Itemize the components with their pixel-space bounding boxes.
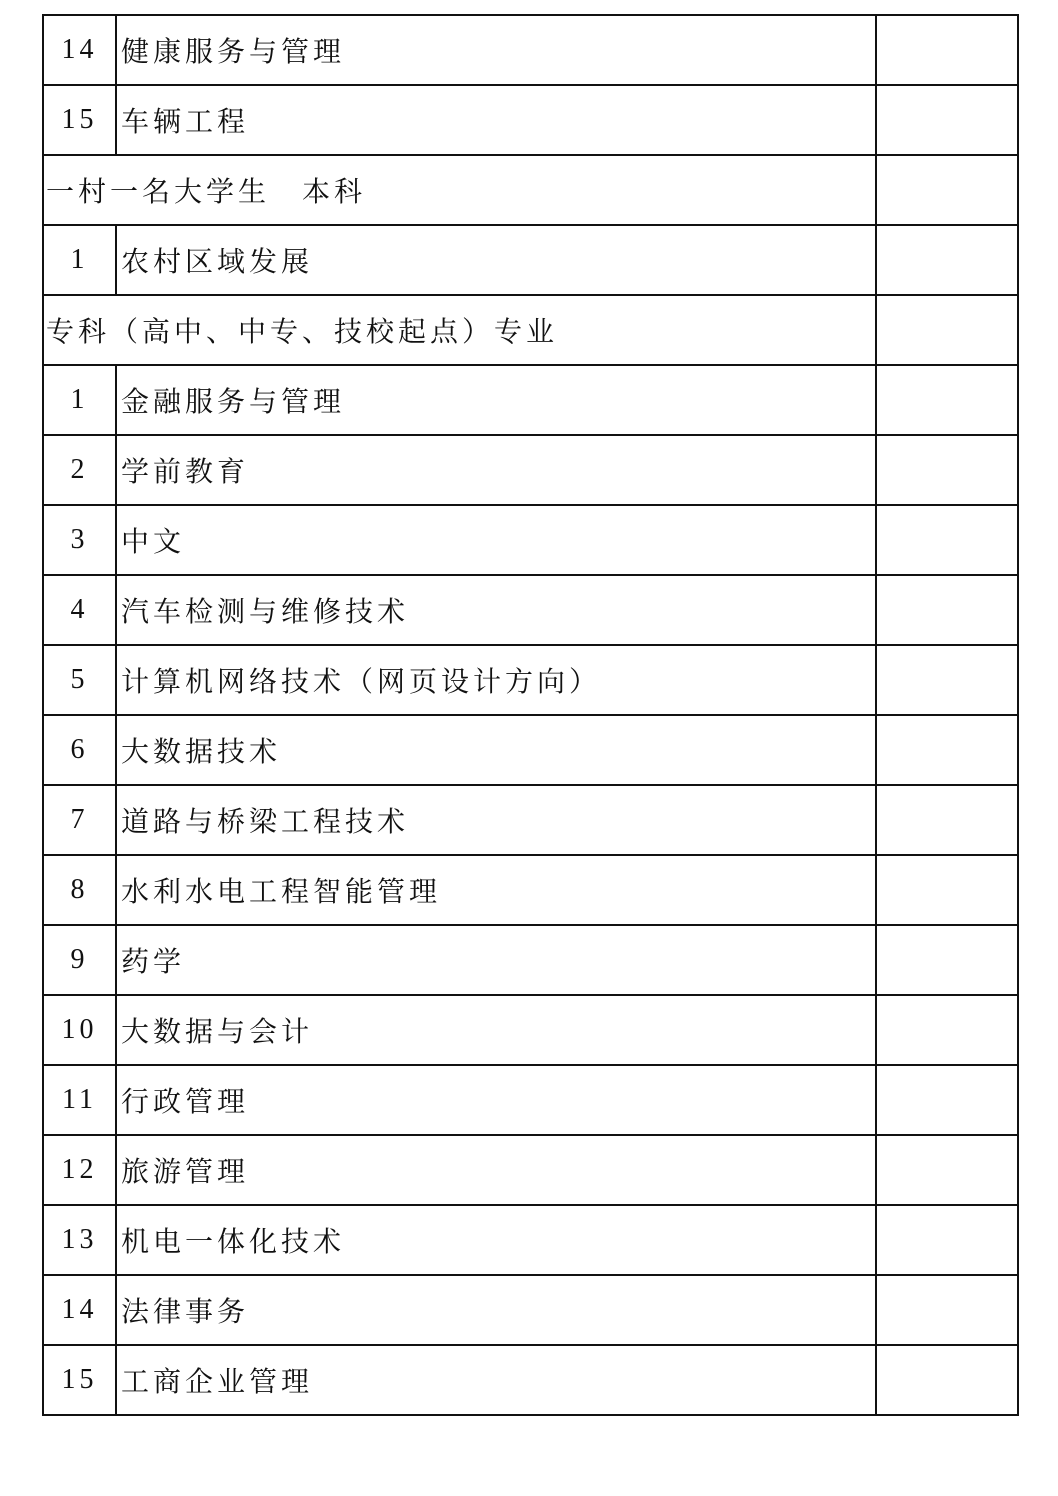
row-number: 10 xyxy=(43,995,116,1065)
major-name: 农村区域发展 xyxy=(116,225,876,295)
blank-cell xyxy=(876,15,1018,85)
row-number: 13 xyxy=(43,1205,116,1275)
major-name: 中文 xyxy=(116,505,876,575)
row-number: 3 xyxy=(43,505,116,575)
blank-cell xyxy=(876,295,1018,365)
table-row xyxy=(43,855,1018,925)
table-row xyxy=(43,15,1018,85)
row-number: 15 xyxy=(43,1345,116,1415)
table-row xyxy=(43,1135,1018,1205)
major-name: 道路与桥梁工程技术 xyxy=(116,785,876,855)
blank-cell xyxy=(876,995,1018,1065)
blank-cell xyxy=(876,1135,1018,1205)
row-number: 6 xyxy=(43,715,116,785)
row-number: 14 xyxy=(43,15,116,85)
major-name: 药学 xyxy=(116,925,876,995)
major-name: 大数据与会计 xyxy=(116,995,876,1065)
section-row xyxy=(43,295,1018,365)
table-row xyxy=(43,925,1018,995)
table-row xyxy=(43,995,1018,1065)
blank-cell xyxy=(876,435,1018,505)
table-row xyxy=(43,785,1018,855)
major-name: 法律事务 xyxy=(116,1275,876,1345)
blank-cell xyxy=(876,505,1018,575)
row-number: 4 xyxy=(43,575,116,645)
table-row xyxy=(43,645,1018,715)
major-name: 汽车检测与维修技术 xyxy=(116,575,876,645)
blank-cell xyxy=(876,575,1018,645)
row-number: 15 xyxy=(43,85,116,155)
blank-cell xyxy=(876,1275,1018,1345)
row-number: 12 xyxy=(43,1135,116,1205)
table-row xyxy=(43,225,1018,295)
major-name: 旅游管理 xyxy=(116,1135,876,1205)
table-row xyxy=(43,505,1018,575)
section-heading: 一村一名大学生 本科 xyxy=(43,155,876,225)
blank-cell xyxy=(876,1065,1018,1135)
blank-cell xyxy=(876,925,1018,995)
blank-cell xyxy=(876,225,1018,295)
table-row xyxy=(43,715,1018,785)
major-name: 计算机网络技术（网页设计方向） xyxy=(116,645,876,715)
major-table xyxy=(42,14,1019,1416)
row-number: 8 xyxy=(43,855,116,925)
row-number: 7 xyxy=(43,785,116,855)
table-row xyxy=(43,1345,1018,1415)
blank-cell xyxy=(876,365,1018,435)
table-row xyxy=(43,1275,1018,1345)
row-number: 11 xyxy=(43,1065,116,1135)
row-number: 14 xyxy=(43,1275,116,1345)
blank-cell xyxy=(876,1205,1018,1275)
blank-cell xyxy=(876,715,1018,785)
blank-cell xyxy=(876,1345,1018,1415)
major-name: 水利水电工程智能管理 xyxy=(116,855,876,925)
row-number: 1 xyxy=(43,225,116,295)
section-heading: 专科（高中、中专、技校起点）专业 xyxy=(43,295,876,365)
major-name: 金融服务与管理 xyxy=(116,365,876,435)
major-name: 健康服务与管理 xyxy=(116,15,876,85)
table-row xyxy=(43,575,1018,645)
table-row xyxy=(43,85,1018,155)
row-number: 1 xyxy=(43,365,116,435)
table-row xyxy=(43,435,1018,505)
row-number: 2 xyxy=(43,435,116,505)
table-row xyxy=(43,365,1018,435)
major-name: 车辆工程 xyxy=(116,85,876,155)
table-row xyxy=(43,1065,1018,1135)
blank-cell xyxy=(876,785,1018,855)
blank-cell xyxy=(876,855,1018,925)
row-number: 5 xyxy=(43,645,116,715)
blank-cell xyxy=(876,645,1018,715)
major-name: 大数据技术 xyxy=(116,715,876,785)
table-row xyxy=(43,1205,1018,1275)
section-row xyxy=(43,155,1018,225)
major-name: 工商企业管理 xyxy=(116,1345,876,1415)
major-name: 机电一体化技术 xyxy=(116,1205,876,1275)
blank-cell xyxy=(876,85,1018,155)
major-name: 学前教育 xyxy=(116,435,876,505)
major-name: 行政管理 xyxy=(116,1065,876,1135)
row-number: 9 xyxy=(43,925,116,995)
blank-cell xyxy=(876,155,1018,225)
